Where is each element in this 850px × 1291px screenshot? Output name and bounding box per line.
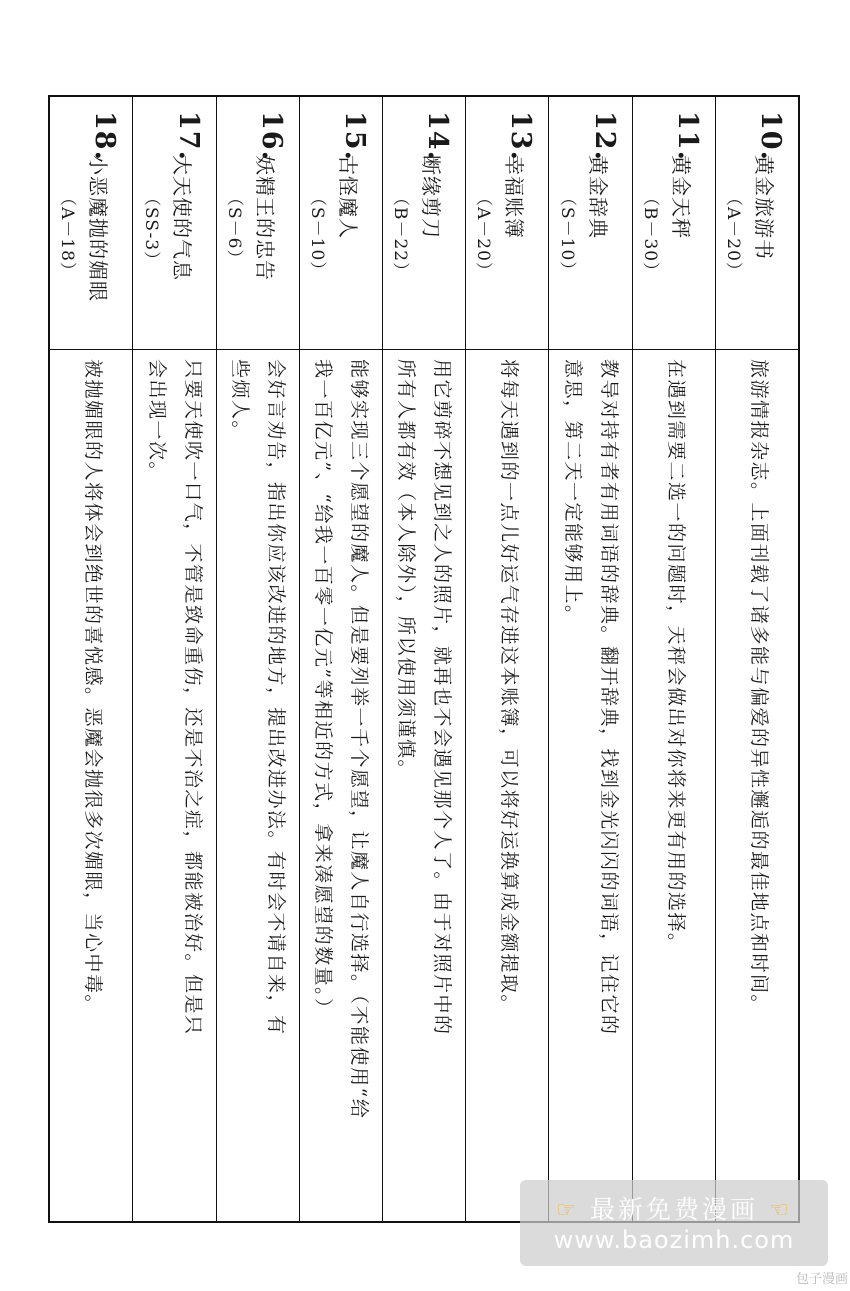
item-grade: （S－10） [307,189,327,280]
item-description-line: 被抛媚眼的人将体会到绝世的喜悦感。恶魔会抛很多次媚眼，当心中毒。 [82,359,105,1016]
item-title: 大天使的气息 [169,155,194,281]
item-title: 断缘剪刀 [419,155,444,239]
item-description-line: 只要天使吹一口气，不管是致命重伤，还是不治之症，都能被治好。但是只 [181,359,204,1036]
item-description-line: 教导对持有者有用词语的辞典。翻开辞典，找到金光闪闪的词语，记住它的 [597,359,620,1036]
item-title: 黄金辞典 [585,155,610,239]
watermark-url: www.baozimh.com [553,1226,795,1254]
item-description-line: 会出现一次。 [145,359,168,483]
watermark-line1: 最新免费漫画 [589,1195,758,1224]
item-number: 15. [339,111,370,161]
row-divider [132,97,133,1221]
item-description-line: 旅游情报杂志。上面刊载了诸多能与偏爱的异性邂逅的最佳地点和时间。 [748,359,770,1016]
watermark-banner [520,1180,828,1266]
watermark-corner-label: 包子漫画 [796,1272,849,1287]
row-divider [715,97,716,1221]
watermark-title [520,1190,828,1226]
column-divider [50,349,798,350]
item-title: 幸福账簿 [502,155,527,239]
item-description-line: 能够实现三个愿望的魔人。但是要列举一千个愿望，让魔人自行选择。（不能使用“给 [348,359,370,1120]
row-divider [382,97,383,1221]
item-grade: （A－18） [57,189,78,280]
item-description-line: 将每天遇到的一点儿好运气存进这本账簿，可以将好运换算成金额提取。 [498,359,521,1016]
item-title: 黄金天秤 [668,155,693,239]
item-number: 18. [89,111,121,161]
item-description-line: 在遇到需要二选一的问题时，天秤会做出对你将来更有用的选择。 [664,359,687,954]
item-grade: （S－10） [556,189,577,280]
item-title: 黄金旅游书 [752,155,776,260]
row-divider [216,97,217,1221]
item-grade: （B－30） [639,189,660,281]
item-description-line: 所有人都有效（本人除外），所以使用须谨慎。 [395,359,418,781]
row-divider [548,97,549,1221]
item-grade: （SS-3） [140,189,161,270]
item-description-line: 意思，第二天一定能够用上。 [561,359,584,626]
item-grade: （S－6） [223,189,244,268]
row-divider [299,97,300,1221]
item-grade: （A－20） [473,189,494,280]
item-title: 妖精王的忠告 [252,155,277,281]
item-description-line: 用它剪碎不想见到之人的照片，就再也不会遇见那个人了。由于对照片中的 [431,359,454,1036]
item-number: 10. [755,111,786,161]
item-number: 14. [422,111,454,161]
item-title: 古怪魔人 [336,155,360,239]
item-number: 12. [588,111,620,161]
item-description-line: 会好言劝告，指出你应该改进的地方，提出改进办法。有时会不请自来，有 [264,359,287,1036]
item-title: 小恶魔抛的媚眼 [86,155,111,302]
item-number: 11. [671,111,703,161]
row-divider [632,97,633,1221]
item-number: 16. [255,111,287,161]
item-grade: （A－20） [723,189,743,280]
item-description-line: 我一百亿元”、“给我一百零一亿元”等相近的方式，拿来凑愿望的数量。） [312,359,334,1019]
row-divider [465,97,466,1221]
item-number: 13. [505,111,537,161]
pointing-hand-icon: ☞ [556,1198,580,1223]
pointing-hand-icon: ☜ [768,1198,792,1223]
item-grade: （B－22） [390,189,411,281]
items-table [48,95,800,1223]
item-number: 17. [172,111,204,161]
item-description-line: 些烦人。 [228,359,251,442]
